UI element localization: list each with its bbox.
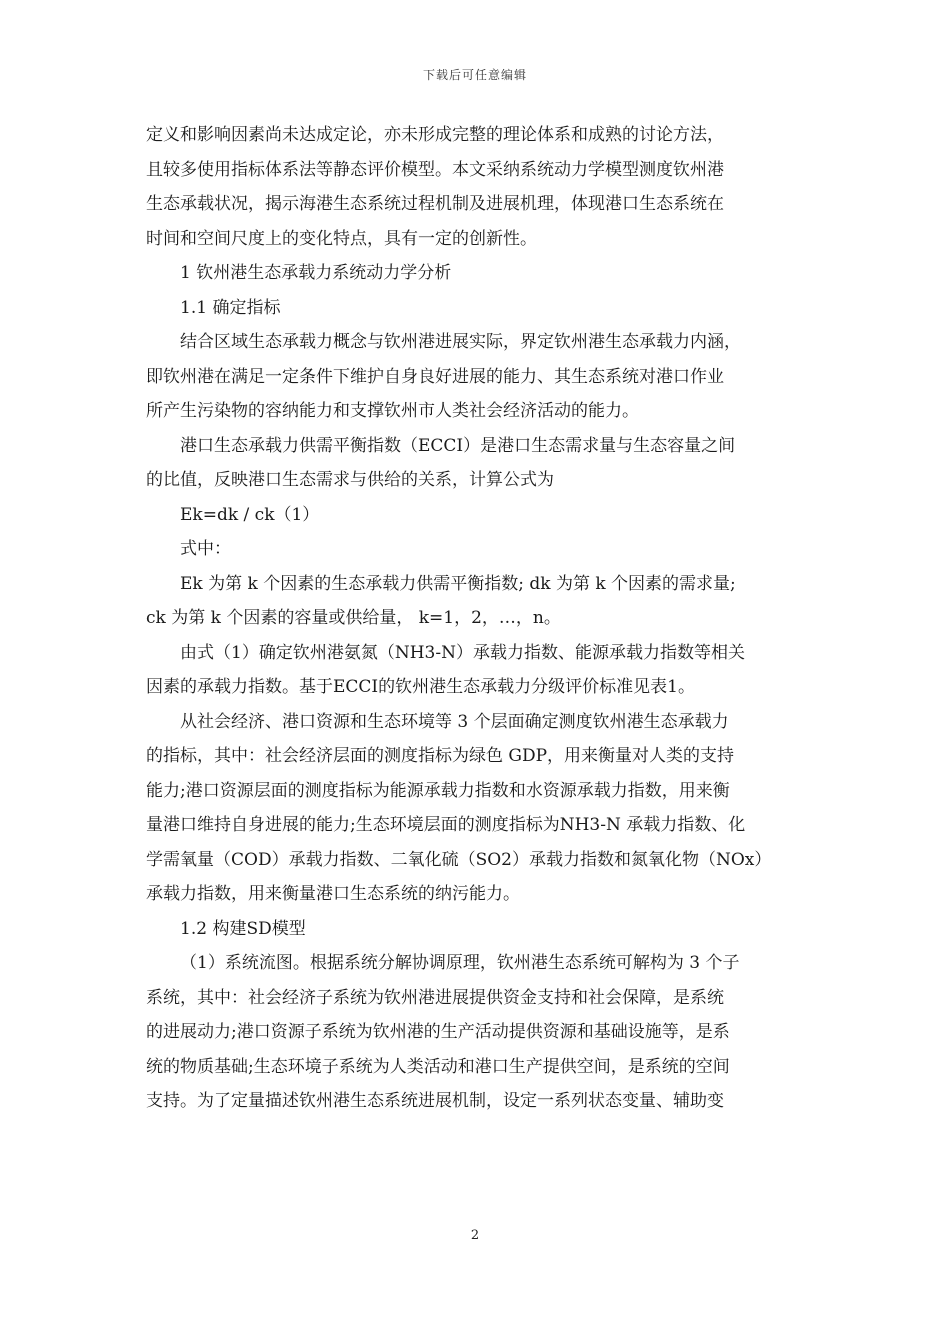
text-line: 即钦州港在满足一定条件下维护自身良好进展的能力、其生态系统对港口作业 — [146, 366, 724, 387]
text-line: 支持。为了定量描述钦州港生态系统进展机制，设定一系列状态变量、辅助变 — [146, 1091, 724, 1111]
text-line: 且较多使用指标体系法等静态评价模型。本文采纳系统动力学模型测度钦州港 — [146, 159, 724, 180]
text-line: 生态承载状况，揭示海港生态系统过程机制及进展机理，体现港口生态系统在 — [146, 194, 724, 214]
text-line: Ek=dk / ck（1） — [180, 504, 320, 525]
text-line: 的比值，反映港口生态需求与供给的关系，计算公式为 — [146, 470, 554, 490]
text-line: 承载力指数，用来衡量港口生态系统的纳污能力。 — [146, 884, 520, 904]
text-line: ck 为第 k 个因素的容量或供给量， k=1，2，…，n。 — [146, 608, 561, 628]
text-line: 能力;港口资源层面的测度指标为能源承载力指数和水资源承载力指数，用来衡 — [146, 780, 730, 801]
text-line: Ek 为第 k 个因素的生态承载力供需平衡指数; dk 为第 k 个因素的需求量; — [180, 573, 736, 594]
text-line: 时间和空间尺度上的变化特点，具有一定的创新性。 — [146, 228, 537, 249]
text-line: 所产生污染物的容纳能力和支撑钦州市人类社会经济活动的能力。 — [146, 401, 639, 421]
text-line: 式中： — [180, 539, 231, 559]
page-header: 下载后可任意编辑 — [422, 68, 527, 82]
text-line: 港口生态承载力供需平衡指数（ECCI）是港口生态需求量与生态容量之间 — [180, 435, 736, 456]
text-line: 由式（1）确定钦州港氨氮（NH3-N）承载力指数、能源承载力指数等相关 — [180, 642, 745, 663]
text-line: （1）系统流图。根据系统分解协调原理，钦州港生态系统可解构为 3 个子 — [180, 953, 740, 973]
text-line: 1 钦州港生态承载力系统动力学分析 — [180, 263, 452, 283]
text-line: 因素的承载力指数。基于ECCI的钦州港生态承载力分级评价标准见表1。 — [146, 677, 695, 697]
text-line: 的指标，其中：社会经济层面的测度指标为绿色 GDP，用来衡量对人类的支持 — [146, 746, 735, 766]
text-line: 量港口维持自身进展的能力;生态环境层面的测度指标为NH3-N 承载力指数、化 — [146, 815, 746, 835]
text-line: 统的物质基础;生态环境子系统为人类活动和港口生产提供空间，是系统的空间 — [146, 1056, 730, 1077]
document-body — [146, 118, 810, 1119]
text-line: 1.1 确定指标 — [180, 297, 281, 318]
text-line: 结合区域生态承载力概念与钦州港进展实际，界定钦州港生态承载力内涵， — [180, 332, 741, 352]
text-line: 的进展动力;港口资源子系统为钦州港的生产活动提供资源和基础设施等，是系 — [146, 1022, 730, 1042]
page-number: 2 — [470, 1228, 480, 1243]
text-line: 系统，其中：社会经济子系统为钦州港进展提供资金支持和社会保障，是系统 — [146, 987, 724, 1008]
text-line: 定义和影响因素尚未达成定论，亦未形成完整的理论体系和成熟的讨论方法， — [146, 125, 724, 145]
text-line: 1.2 构建SD模型 — [180, 918, 306, 939]
text-line: 从社会经济、港口资源和生态环境等 3 个层面确定测度钦州港生态承载力 — [180, 711, 729, 732]
text-line: 学需氧量（COD）承载力指数、二氧化硫（SO2）承载力指数和氮氧化物（NOx） — [146, 849, 772, 870]
